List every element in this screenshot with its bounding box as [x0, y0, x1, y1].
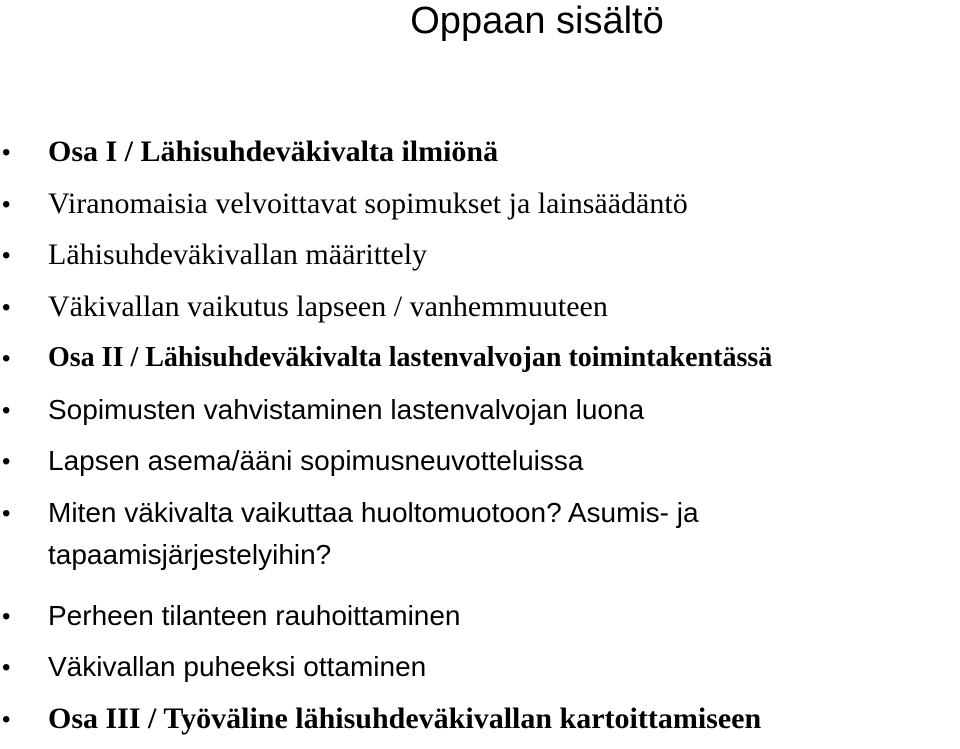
list-item-text: Lähisuhdeväkivallan määrittely	[48, 234, 960, 276]
bullet-icon: •	[2, 708, 10, 732]
bullet-icon: •	[2, 450, 10, 474]
list-item-text: Perheen tilanteen rauhoittaminen	[48, 595, 960, 637]
list-item-text: Viranomaisia velvoittavat sopimukset ja lainsäädäntö	[48, 183, 960, 225]
bullet-icon: •	[2, 656, 10, 680]
list-item	[0, 595, 960, 647]
list-item	[0, 131, 960, 183]
slide-title: Oppaan sisältö	[0, 0, 960, 42]
list-item	[0, 698, 960, 749]
list-item	[0, 286, 960, 338]
bullet-icon: •	[2, 296, 10, 320]
bullet-icon: •	[2, 193, 10, 217]
list-item	[0, 492, 960, 595]
list-item	[0, 337, 960, 389]
bullet-icon: •	[2, 244, 10, 268]
list-item	[0, 440, 960, 492]
list-item	[0, 183, 960, 235]
list-item-text: Väkivallan puheeksi ottaminen	[48, 646, 960, 688]
list-item-text: Sopimusten vahvistaminen lastenvalvojan luona	[48, 389, 960, 431]
list-item-text: Miten väkivalta vaikuttaa huoltomuotoon? Asumis- ja tapaamisjärjestelyihin?	[48, 492, 848, 576]
bullet-icon: •	[2, 141, 10, 165]
list-item	[0, 234, 960, 286]
bullet-icon: •	[2, 399, 10, 423]
section-heading-part-1: Osa I / Lähisuhdeväkivalta ilmiönä	[48, 131, 960, 173]
bullet-list	[0, 131, 960, 749]
section-heading-part-3: Osa III / Työväline lähisuhdeväkivallan kartoittamiseen	[48, 698, 960, 740]
section-heading-part-2: Osa II / Lähisuhdeväkivalta lastenvalvojan toimintakentässä	[48, 337, 960, 379]
list-item-text: Lapsen asema/ääni sopimusneuvotteluissa	[48, 440, 960, 482]
list-item-text: Väkivallan vaikutus lapseen / vanhemmuuteen	[48, 286, 960, 328]
list-item	[0, 646, 960, 698]
list-item	[0, 389, 960, 441]
bullet-icon: •	[2, 605, 10, 629]
bullet-icon: •	[2, 502, 10, 526]
bullet-icon: •	[2, 347, 10, 371]
